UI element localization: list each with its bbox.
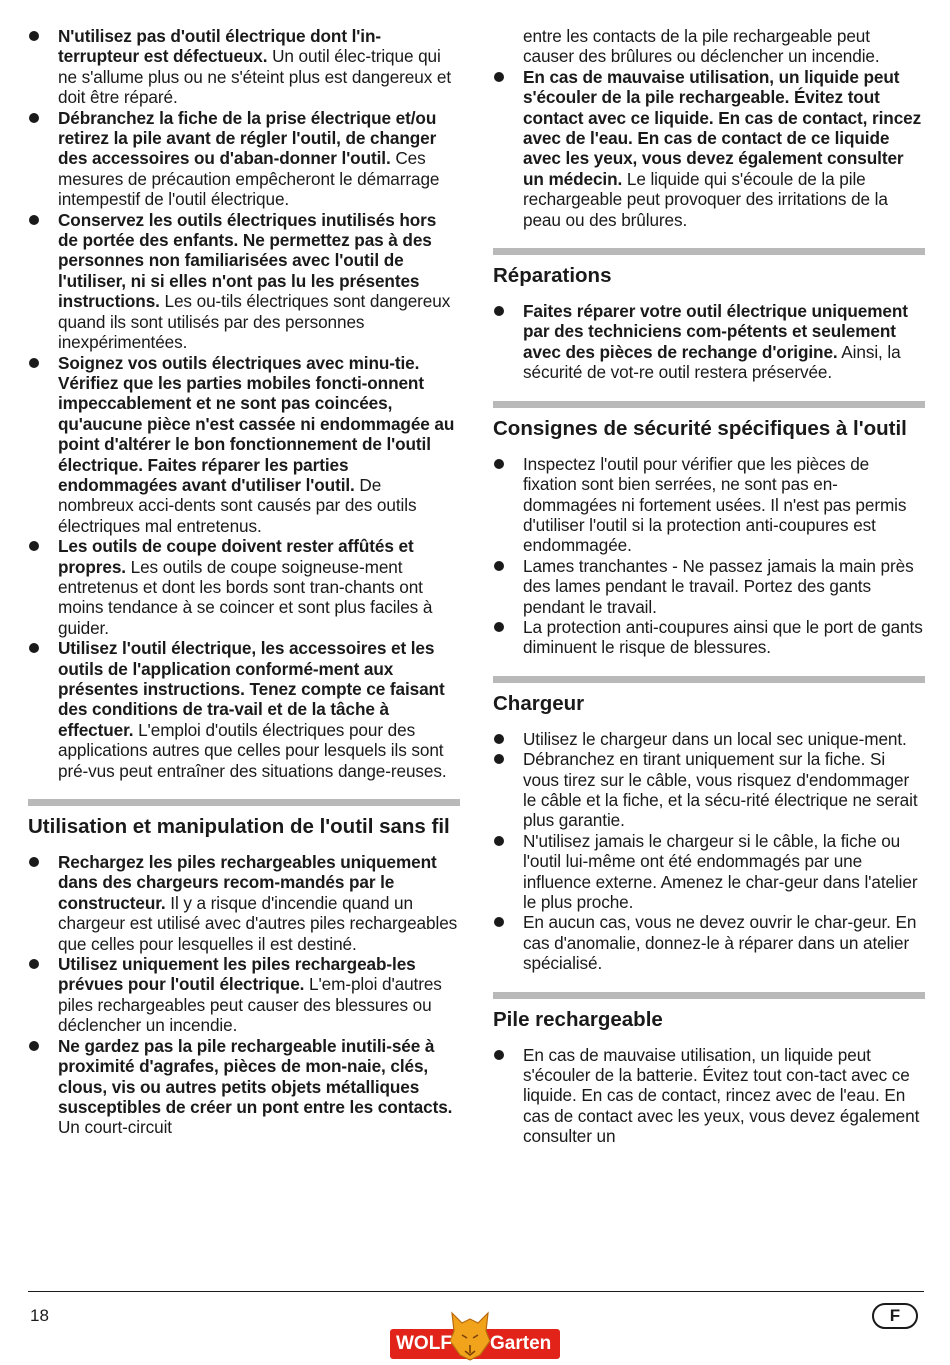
repairs-list xyxy=(493,301,925,383)
list-item: N'utilisez pas d'outil électrique dont l'in-terrupteur est défectueux. Un outil élec-trique qui ne s'allume plus ou ne s'éteint plus est dangereux et doit être réparé. xyxy=(28,26,460,108)
list-item-continuation: entre les contacts de la pile rechargeable peut causer des brûlures ou déclencher un incendie. xyxy=(523,26,880,67)
logo-word-garten: Garten xyxy=(490,1333,552,1354)
section-heading: Chargeur xyxy=(493,691,585,715)
continued-list xyxy=(493,26,925,230)
section-repairs xyxy=(493,248,925,383)
cordless-list xyxy=(28,852,460,1138)
list-item: Utilisez l'outil électrique, les accessoires et les outils de l'application conformé-ment aux présentes instructions. Tenez compte ce faisant des conditions de tra-vail et de la tâche à effectuer. L'emploi d'outils électriques pour des applications autres que celles pour lesquels ils sont pré-vus peut entraîner des situations dange-reuses. xyxy=(28,638,460,781)
section-divider xyxy=(493,401,925,408)
section-charger xyxy=(493,676,925,974)
list-item: La protection anti-coupures ainsi que le port de gants diminuent le risque de blessures. xyxy=(493,617,925,658)
list-item: Débranchez en tirant uniquement sur la fiche. Si vous tirez sur le câble, vous risquez d'endommager le câble et la fiche, et la sécu-rité électrique ne serait plus garantie. xyxy=(493,749,925,831)
list-item: Débranchez la fiche de la prise électrique et/ou retirez la pile avant de régler l'outil, de changer des accessoires ou d'aban-donner l'outil. Ces mesures de précaution empêcheront le démarrage intempestif de l'outil électrique. xyxy=(28,108,460,210)
list-item: En aucun cas, vous ne devez ouvrir le char-geur. En cas d'anomalie, donnez-le à réparer dans un atelier spécialisé. xyxy=(493,912,925,973)
section-cordless-tool xyxy=(28,799,460,1138)
list-item: Soignez vos outils électriques avec minu-tie. Vérifiez que les parties mobiles foncti-onnent impeccablement et ne sont pas coincées, qu'aucune pièce n'est cassée ni endommagée au point d'altérer le bon fonctionnement de l'outil électrique. Faites réparer les parties endommagées avant d'utiliser l'outil. De nombreux acci-dents sont causés par des outils électriques mal entretenus. xyxy=(28,353,460,537)
logo-word-wolf: WOLF xyxy=(396,1333,452,1354)
section-divider xyxy=(493,248,925,255)
wolf-head-icon xyxy=(448,1307,492,1361)
specific-list xyxy=(493,454,925,658)
right-column xyxy=(493,26,925,1147)
list-item: Ne gardez pas la pile rechargeable inutili-sée à proximité d'agrafes, pièces de mon-naie, clés, clous, vis ou autres petits objets métalliques susceptibles de créer un pont entre les contacts. Un court-circuit xyxy=(28,1036,460,1138)
section-heading: Consignes de sécurité spécifiques à l'outil xyxy=(493,416,907,440)
section-heading: Pile rechargeable xyxy=(493,1007,663,1031)
section-heading: Utilisation et manipulation de l'outil sans fil xyxy=(28,815,450,839)
list-item: Les outils de coupe doivent rester affûtés et propres. Les outils de coupe soigneuse-ment entretenus et dont les bords sont tran-chants ont moins tendance à se coincer et sont plus faciles à guider. xyxy=(28,536,460,638)
section-divider xyxy=(493,992,925,999)
list-item: Utilisez uniquement les piles rechargeab-les prévues pour l'outil électrique. L'em-ploi d'autres piles rechargeables peut causer des blessures ou déclencher un incendie. xyxy=(28,954,460,1036)
language-badge: F xyxy=(872,1303,918,1329)
battery-list xyxy=(493,1045,925,1147)
section-divider xyxy=(493,676,925,683)
list-item: Inspectez l'outil pour vérifier que les pièces de fixation sont bien serrées, ne sont pas en-dommagées ni fortement usées. Il n'est pas permis d'utiliser l'outil si la protection anti-coupures est endommagée. xyxy=(493,454,925,556)
list-item: N'utilisez jamais le chargeur si le câble, la fiche ou l'outil lui-même ont été endommagés par une influence externe. Amenez le char-geur dans l'atelier le plus proche. xyxy=(493,831,925,913)
footer-divider xyxy=(28,1291,924,1292)
section-specific-safety xyxy=(493,401,925,658)
list-item: Lames tranchantes - Ne passez jamais la main près des lames pendant le travail. Portez des gants pendant le travail. xyxy=(493,556,925,617)
list-item: En cas de mauvaise utilisation, un liquide peut s'écouler de la batterie. Évitez tout con-tact avec ce liquide. En cas de contact, rincez avec de l'eau. En cas de contact avec les yeux, vous devez également consulter un xyxy=(493,1045,925,1147)
list-item: En cas de mauvaise utilisation, un liquide peut s'écouler de la pile rechargeable. Évitez tout contact avec ce liquide. En cas de contact, rincez avec de l'eau. En cas de contact de ce liquide avec les yeux, vous devez également consulter un médecin. Le liquide qui s'écoule de la pile rechargeable peut provoquer des irritations de la peau ou des brûlures. xyxy=(493,67,925,230)
charger-list xyxy=(493,729,925,974)
wolf-garten-logo xyxy=(390,1307,560,1361)
section-heading: Réparations xyxy=(493,264,612,288)
section-divider xyxy=(28,799,460,806)
list-item: Conservez les outils électriques inutilisés hors de portée des enfants. Ne permettez pas à des personnes non familiarisées avec l'outil de l'utiliser, ni si elles n'ont pas lu les présentes instructions. Les ou-tils électriques sont dangereux quand ils sont utilisés par des personnes inexpérimentées. xyxy=(28,210,460,353)
page-number: 18 xyxy=(30,1306,49,1325)
list-item: Faites réparer votre outil électrique uniquement par des techniciens com-pétents et seulement avec des pièces de rechange d'origine. Ainsi, la sécurité de vot-re outil restera préservée. xyxy=(493,301,925,383)
section-battery xyxy=(493,992,925,1147)
list-item: Utilisez le chargeur dans un local sec unique-ment. xyxy=(493,729,925,749)
left-column xyxy=(28,26,460,1138)
safety-list-general xyxy=(28,26,460,781)
list-item: Rechargez les piles rechargeables uniquement dans des chargeurs recom-mandés par le constructeur. Il y a risque d'incendie quand un chargeur est utilisé avec d'autres piles rechargeables que celles pour lesquelles il est destiné. xyxy=(28,852,460,954)
